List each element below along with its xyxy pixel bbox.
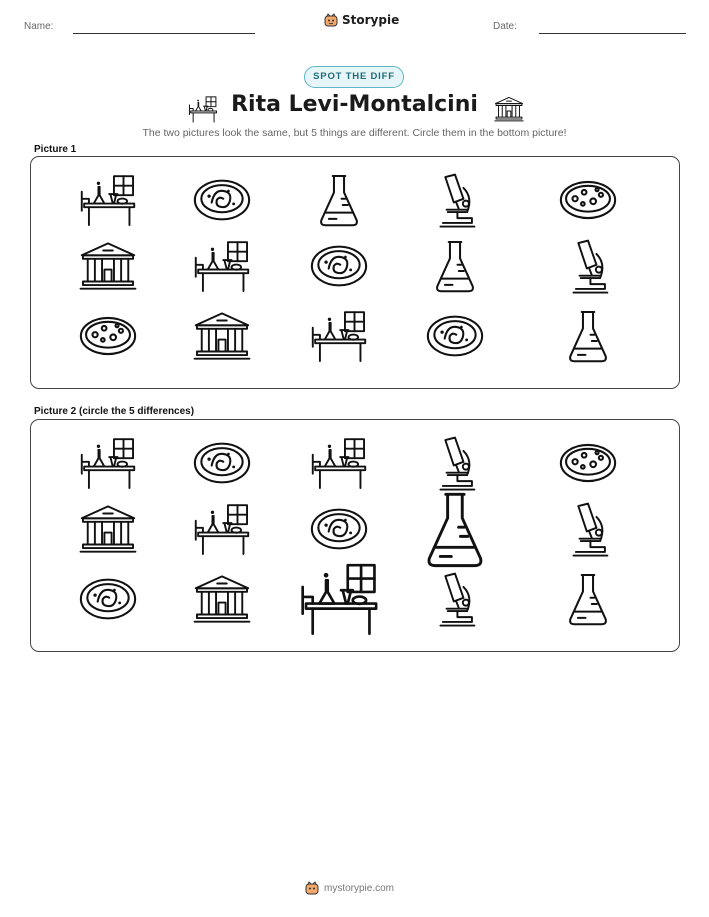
picture-1-cell-r2c4 [424,237,486,295]
instructions: The two pictures look the same, but 5 things are different. Circle them in the bottom picture! [142,127,567,139]
picture-2-cell-r1c2[interactable] [191,434,253,492]
picture-1-cell-r2c1 [77,237,139,295]
lab-desk-icon [191,500,253,558]
petri-dish-icon [308,500,370,558]
picture-2-cell-r1c1[interactable] [77,434,139,492]
picture-2-cell-r3c3[interactable] [296,558,383,639]
picture-1-cell-r3c5 [557,307,619,365]
flask-icon [557,570,619,628]
picture-2-cell-r2c3[interactable] [308,500,370,558]
flask-icon [424,237,486,295]
page-title: Rita Levi-Montalcini [231,92,478,117]
picture-2-cell-r2c2[interactable] [191,500,253,558]
picture-2-cell-r3c2[interactable] [191,570,253,628]
picture-1-cell-r1c1 [77,171,139,229]
picture-2-cell-r1c4[interactable] [424,434,486,492]
picture-2-cell-r2c4[interactable] [410,487,500,571]
picture-1-cell-r1c4 [424,171,486,229]
lab-desk-icon [308,434,370,492]
picture-2-cell-r2c5[interactable] [557,500,619,558]
spot-the-diff-badge: SPOT THE DIFF [304,66,404,88]
title-museum-icon [493,95,525,121]
picture-2-cell-r3c1[interactable] [77,570,139,628]
culture-dish-icon [557,434,619,492]
picture-1-cell-r2c3 [308,237,370,295]
storypie-logo-icon [324,13,338,27]
picture-2-cell-r2c1[interactable] [77,500,139,558]
footer-url[interactable]: mystorypie.com [324,882,395,894]
petri-dish-icon [191,434,253,492]
lab-desk-icon [77,171,139,229]
date-label: Date: [493,21,517,32]
petri-dish-icon [191,171,253,229]
museum-icon [191,570,253,628]
lab-desk-icon [191,237,253,295]
picture-1-cell-r2c2 [191,237,253,295]
museum-icon [77,237,139,295]
picture-2-label: Picture 2 (circle the 5 differences) [34,406,195,417]
microscope-icon [557,237,619,295]
picture-2-cell-r3c4[interactable] [424,570,486,628]
title-lab-desk-icon [187,95,219,121]
picture-2-cell-r3c5[interactable] [557,570,619,628]
picture-1-cell-r3c2 [191,307,253,365]
microscope-icon [424,570,486,628]
museum-icon [77,500,139,558]
picture-1-label: Picture 1 [34,144,77,155]
culture-dish-icon [557,171,619,229]
picture-2-cell-r1c3[interactable] [308,434,370,492]
lab-desk-icon [296,558,383,639]
picture-1-panel [30,156,680,389]
footer [305,881,394,895]
picture-1-cell-r3c4 [424,307,486,365]
picture-1-cell-r2c5 [557,237,619,295]
microscope-icon [424,171,486,229]
picture-1-cell-r3c3 [308,307,370,365]
brand-logo [324,13,399,27]
lab-desk-icon [308,307,370,365]
name-line[interactable] [73,33,255,34]
picture-1-cell-r3c1 [77,307,139,365]
flask-icon [557,307,619,365]
petri-dish-icon [77,570,139,628]
flask-icon [308,171,370,229]
petri-dish-icon [424,307,486,365]
petri-dish-icon [308,237,370,295]
museum-icon [191,307,253,365]
picture-1-cell-r1c3 [308,171,370,229]
picture-1-cell-r1c2 [191,171,253,229]
picture-1-cell-r1c5 [557,171,619,229]
picture-2-panel[interactable] [30,419,680,652]
date-line[interactable] [539,33,686,34]
brand-name: Storypie [342,13,400,27]
footer-logo-icon [305,881,319,895]
flask-icon [410,487,500,571]
name-label: Name: [24,21,54,32]
lab-desk-icon [77,434,139,492]
microscope-icon [557,500,619,558]
picture-2-cell-r1c5[interactable] [557,434,619,492]
microscope-icon [424,434,486,492]
culture-dish-icon [77,307,139,365]
